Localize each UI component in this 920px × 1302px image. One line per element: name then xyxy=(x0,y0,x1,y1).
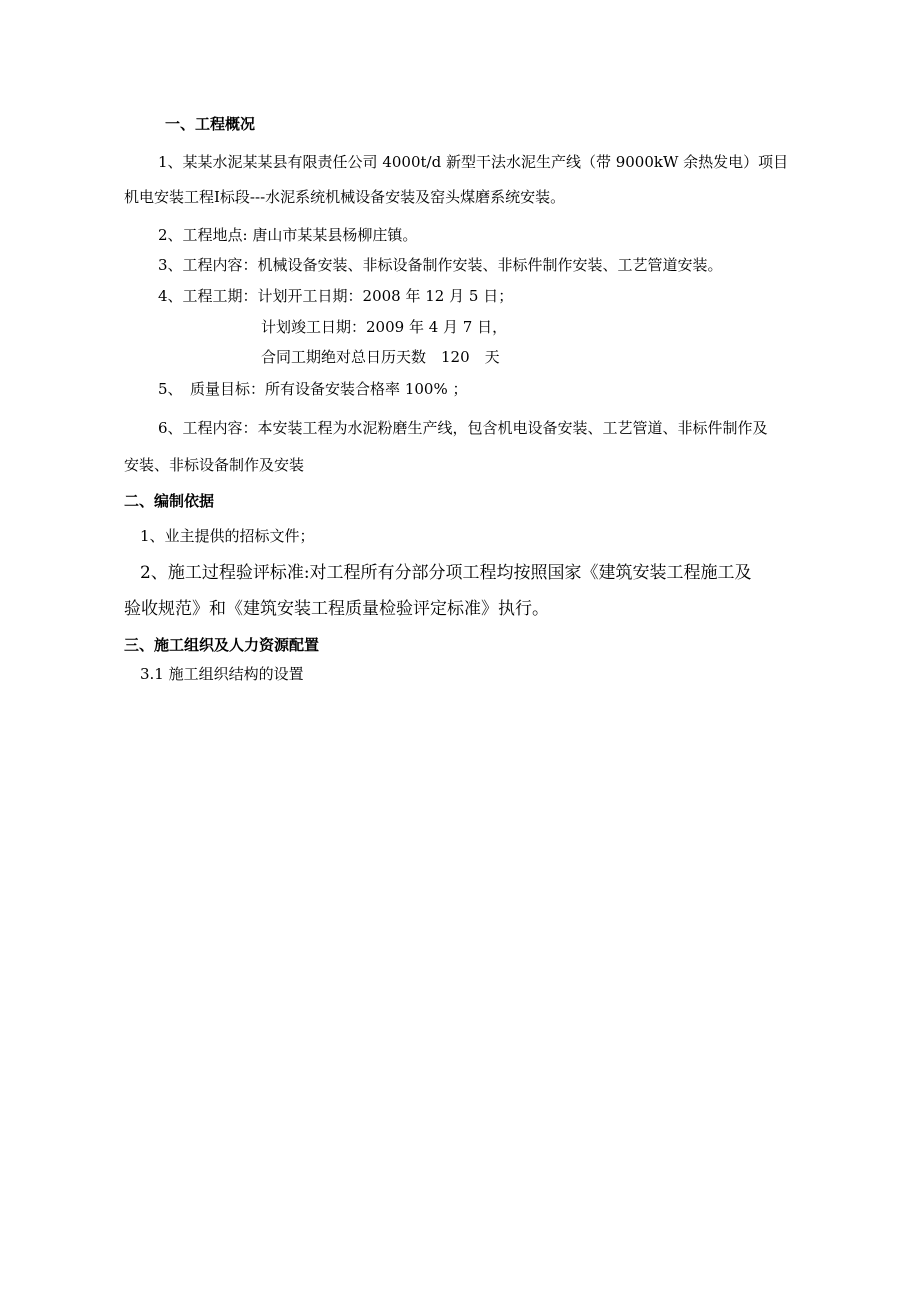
s1-item5: 5、 质量目标：所有设备安装合格率 100% ； xyxy=(158,380,468,398)
section-1-heading: 一、工程概况 xyxy=(165,115,256,133)
s2-item2-line2: 验收规范》和《建筑安装工程质量检验评定标准》执行。 xyxy=(124,599,549,619)
s1-item4-line2: 计划竣工日期：2009 年 4 月 7 日， xyxy=(261,318,508,336)
s2-item1: 1、业主提供的招标文件； xyxy=(140,527,315,545)
s1-item6-line1: 6、工程内容：本安装工程为水泥粉磨生产线，包含机电设备安装、工艺管道、非标件制作及 xyxy=(158,419,768,437)
s1-item4-line1: 4、工程工期：计划开工日期：2008 年 12 月 5 日； xyxy=(158,287,514,305)
section-2-heading: 二、编制依据 xyxy=(124,492,215,510)
s1-item2: 2、工程地点: 唐山市某某县杨柳庄镇。 xyxy=(158,226,418,244)
s1-item4-line3: 合同工期绝对总日历天数 120 天 xyxy=(261,348,500,366)
s3-subsection-3-1: 3.1 施工组织结构的设置 xyxy=(140,665,304,683)
section-3-heading: 三、施工组织及人力资源配置 xyxy=(124,636,320,654)
s1-item3: 3、工程内容：机械设备安装、非标设备制作安装、非标件制作安装、工艺管道安装。 xyxy=(158,256,723,274)
s1-item1-line2: 机电安装工程Ⅰ标段---水泥系统机械设备安装及窑头煤磨系统安装。 xyxy=(124,188,566,206)
s1-item6-line2: 安装、非标设备制作及安装 xyxy=(124,456,305,474)
s2-item2-line1: 2、施工过程验评标准:对工程所有分部分项工程均按照国家《建筑安装工程施工及 xyxy=(140,563,752,583)
s1-item1-line1: 1、某某水泥某某县有限责任公司 4000t/d 新型干法水泥生产线（带 9000kW 余热发电）项目 xyxy=(158,153,789,171)
